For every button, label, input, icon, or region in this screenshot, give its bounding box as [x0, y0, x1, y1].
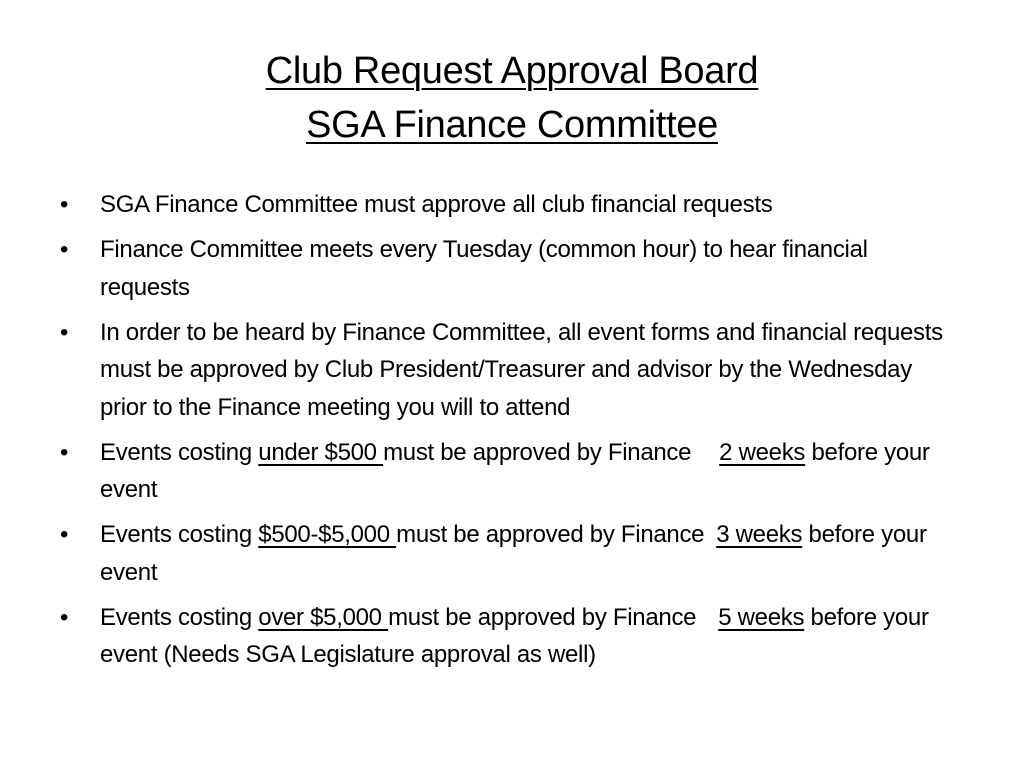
title-text-2: SGA Finance Committee: [306, 104, 718, 146]
bullet-item-meetings: [60, 231, 960, 306]
bullet-text: In order to be heard by Finance Committee, all event forms and financial requests must be approved by Club President/Treasurer and advisor by the Wednesday prior to the Finance meeting you will to attend: [100, 318, 943, 421]
title-text-1: Club Request Approval Board: [265, 50, 759, 92]
bullet-middle: must be approved by Finance: [383, 438, 692, 466]
bullet-middle: must be approved by Finance: [388, 603, 697, 631]
amount-tier: $500-$5,000: [258, 521, 397, 548]
bullet-dot-icon: •: [60, 318, 69, 346]
title-line-2: [0, 98, 1024, 152]
amount-tier: under $500: [258, 438, 384, 466]
title-line-1: [0, 44, 1024, 98]
bullet-suffix: before your event: [100, 521, 927, 586]
bullet-dot-icon: •: [60, 438, 69, 466]
bullet-dot-icon: •: [60, 191, 69, 218]
bullet-dot-icon: •: [60, 236, 69, 263]
bullet-prefix: Events costing: [100, 603, 259, 631]
bullet-item-500-5000: [60, 516, 960, 591]
timeframe: 2 weeks: [719, 438, 806, 466]
bullet-dot-icon: •: [60, 603, 69, 631]
bullet-suffix: before your event (Needs SGA Legislature approval as well): [100, 603, 929, 668]
bullet-text: SGA Finance Committee must approve all club financial requests: [100, 191, 773, 218]
timeframe: 5 weeks: [718, 603, 805, 631]
bullet-text: Finance Committee meets every Tuesday (common hour) to hear financial requests: [100, 236, 868, 301]
amount-tier: over $5,000: [258, 603, 389, 631]
timeframe: 3 weeks: [716, 521, 803, 548]
bullet-suffix: before your event: [100, 438, 930, 503]
bullet-dot-icon: •: [60, 521, 69, 548]
bullet-item-under-500: [60, 434, 960, 509]
bullet-prefix: Events costing: [100, 438, 259, 466]
slide-title: [0, 44, 1024, 152]
bullet-item-approval: [60, 186, 960, 224]
bullet-item-requirements: [60, 314, 960, 427]
bullet-prefix: Events costing: [100, 521, 259, 548]
bullet-list: [60, 186, 960, 681]
bullet-item-over-5000: [60, 599, 960, 674]
bullet-middle: must be approved by Finance: [396, 521, 705, 548]
